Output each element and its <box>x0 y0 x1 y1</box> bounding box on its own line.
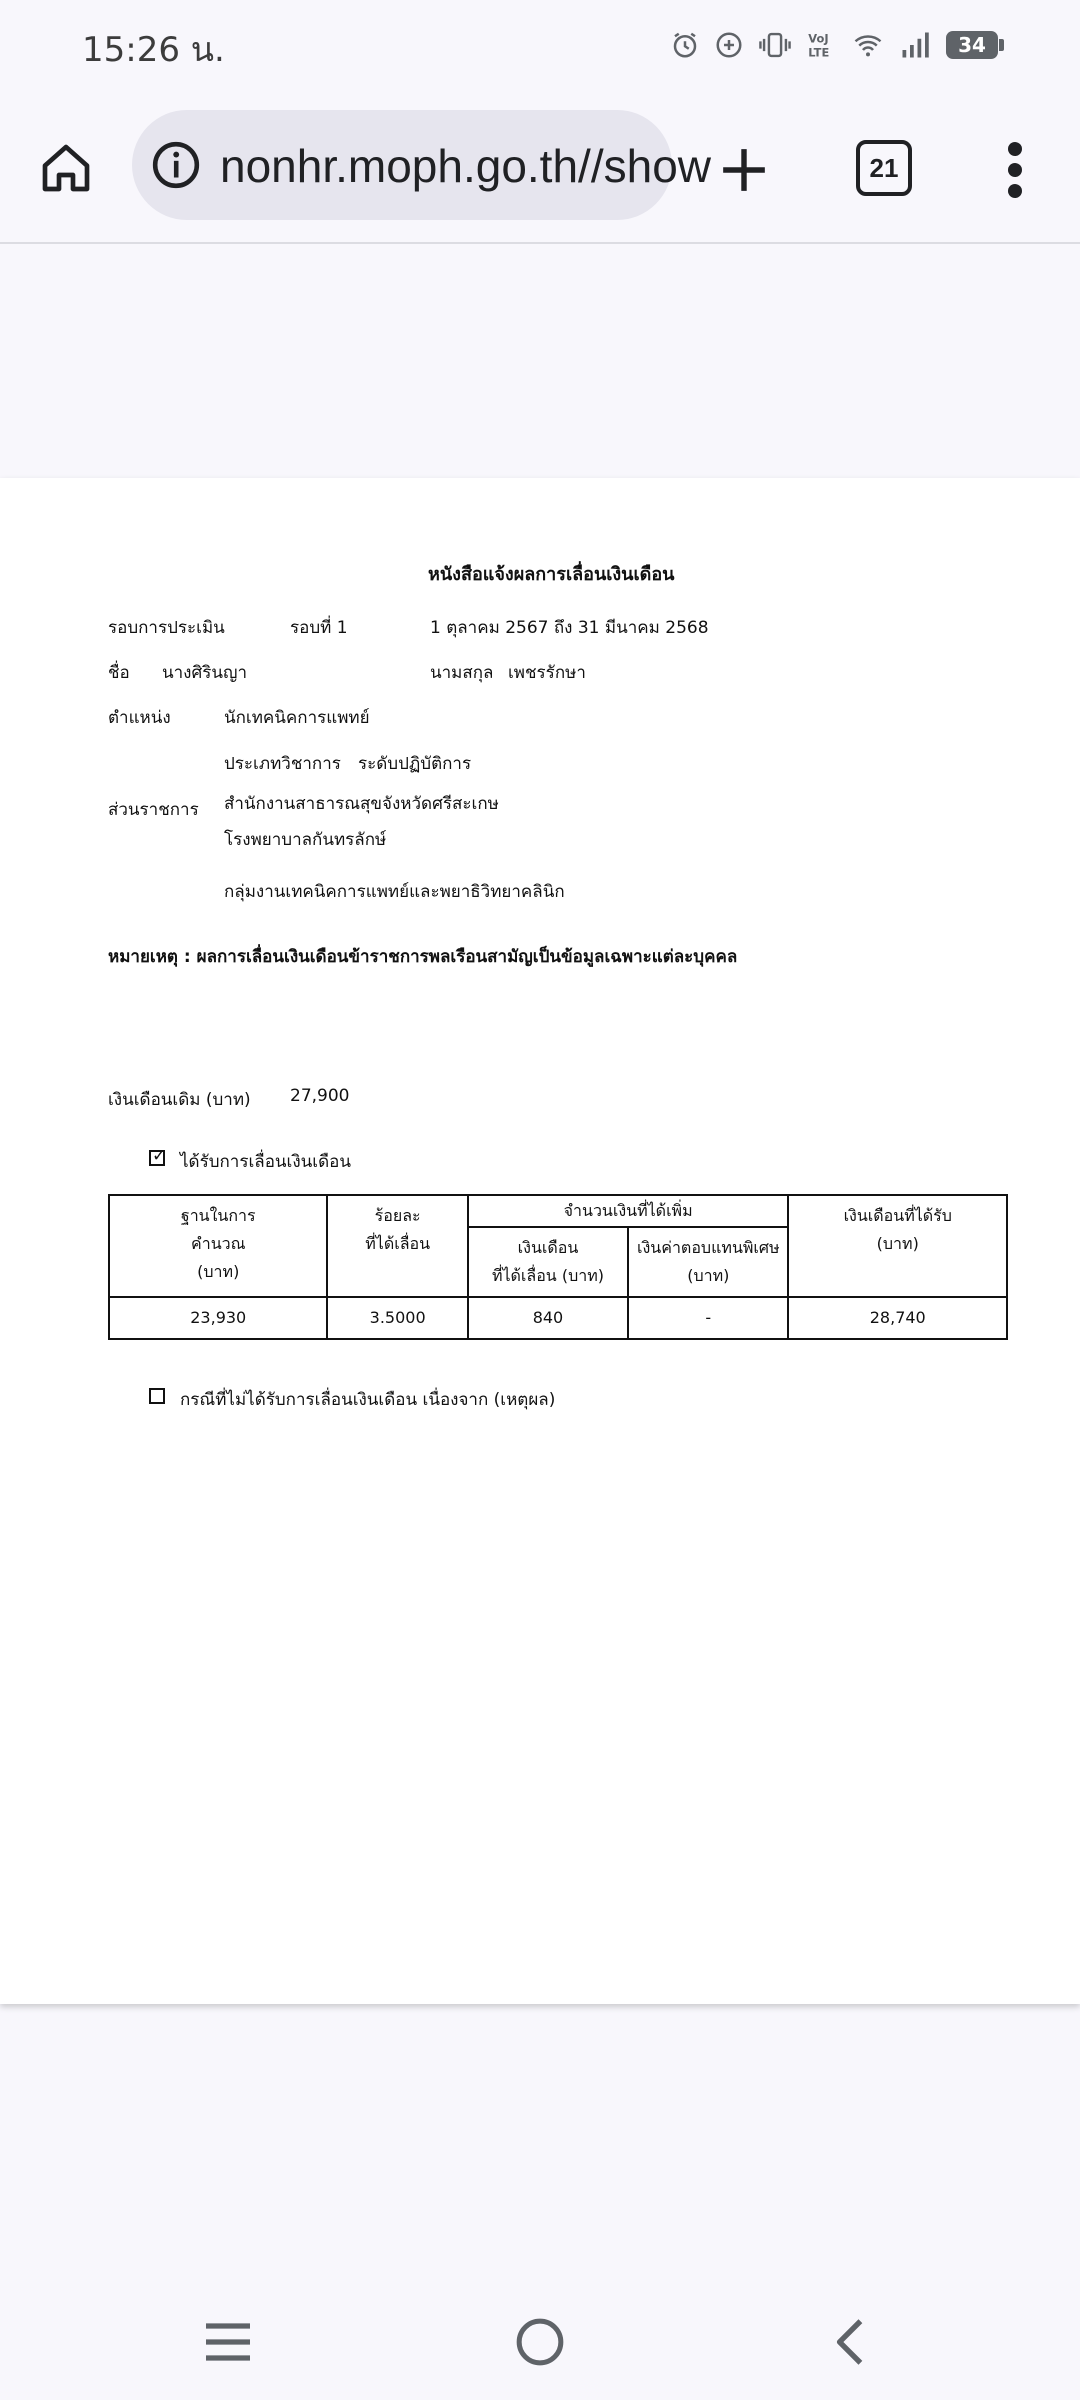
header-special: เงินค่าตอบแทนพิเศษ (บาท) <box>628 1227 788 1297</box>
recent-apps-button[interactable] <box>188 2302 268 2382</box>
round-value: รอบที่ 1 <box>290 618 348 638</box>
home-button[interactable] <box>30 132 102 204</box>
note-text: หมายเหตุ : ผลการเลื่อนเงินเดือนข้าราชการพลเรือนสามัญเป็นข้อมูลเฉพาะแต่ละบุคคล <box>108 947 738 967</box>
cell-percent: 3.5000 <box>327 1297 467 1339</box>
tab-switcher-button[interactable]: 21 <box>856 140 912 196</box>
agency-line2: โรงพยาบาลกันทรลักษ์ <box>224 830 387 850</box>
cell-new-salary: 28,740 <box>788 1297 1007 1339</box>
recent-apps-icon <box>202 2320 254 2364</box>
level-value: ระดับปฏิบัติการ <box>358 754 472 774</box>
home-circle-icon <box>515 2317 565 2367</box>
back-icon <box>828 2317 872 2367</box>
status-time: 15:26 น. <box>82 30 225 70</box>
check-icon: ✓ <box>152 1146 167 1166</box>
header-increase: จำนวนเงินที่ได้เพิ่ม <box>468 1195 789 1227</box>
header-base: ฐานในการ คำนวณ (บาท) <box>109 1195 327 1297</box>
cell-special: - <box>628 1297 788 1339</box>
raised-checkbox[interactable] <box>149 1146 167 1166</box>
home-icon <box>38 140 94 196</box>
vibrate-icon <box>758 30 792 60</box>
alarm-icon <box>670 30 700 60</box>
raised-label: ได้รับการเลื่อนเงินเดือน <box>180 1152 351 1172</box>
status-bar <box>0 0 1080 90</box>
browser-toolbar <box>0 90 1080 244</box>
home-nav-button[interactable] <box>500 2302 580 2382</box>
status-icons <box>670 22 998 68</box>
round-label: รอบการประเมิน <box>108 618 225 638</box>
battery-icon: 34 <box>946 31 998 59</box>
surname-value: เพชรรักษา <box>508 663 586 683</box>
type-value: ประเภทวิชาการ <box>224 754 341 774</box>
svg-text:VoJ: VoJ <box>808 31 829 46</box>
old-salary-label: เงินเดือนเดิม (บาท) <box>108 1090 251 1110</box>
back-button[interactable] <box>810 2302 890 2382</box>
department-value: กลุ่มงานเทคนิคการแพทย์และพยาธิวิทยาคลินิก <box>224 882 565 902</box>
agency-label: ส่วนราชการ <box>108 800 199 820</box>
period-value: 1 ตุลาคม 2567 ถึง 31 มีนาคม 2568 <box>430 618 709 638</box>
agency-line1: สำนักงานสาธารณสุขจังหวัดศรีสะเกษ <box>224 794 499 814</box>
volte-icon <box>806 30 838 60</box>
svg-text:LTE: LTE <box>808 45 830 60</box>
cell-base: 23,930 <box>109 1297 327 1339</box>
new-tab-button[interactable] <box>706 132 782 208</box>
data-saver-icon <box>714 30 744 60</box>
header-salary-increase: เงินเดือน ที่ได้เลื่อน (บาท) <box>468 1227 628 1297</box>
not-raised-checkbox[interactable] <box>149 1388 165 1404</box>
document-page <box>0 478 1080 2004</box>
document-title: หนังสือแจ้งผลการเลื่อนเงินเดือน <box>428 564 675 585</box>
name-label: ชื่อ <box>108 663 130 683</box>
system-nav-bar <box>0 2290 1080 2400</box>
more-menu-icon <box>1005 142 1025 198</box>
site-info-icon <box>151 140 201 190</box>
url-text[interactable]: nonhr.moph.go.th//show <box>220 140 711 192</box>
header-percent: ร้อยละ ที่ได้เลื่อน <box>327 1195 467 1297</box>
name-value: นางศิรินญา <box>162 663 248 683</box>
table-row <box>109 1297 1007 1339</box>
signal-icon <box>898 30 932 60</box>
not-raised-label: กรณีที่ไม่ได้รับการเลื่อนเงินเดือน เนื่องจาก (เหตุผล) <box>180 1390 556 1410</box>
surname-label: นามสกุล <box>430 663 494 683</box>
old-salary-value: 27,900 <box>290 1086 350 1106</box>
address-bar[interactable] <box>132 110 711 220</box>
table-header-row <box>109 1195 1007 1227</box>
position-label: ตำแหน่ง <box>108 708 171 728</box>
cell-salary-increase: 840 <box>468 1297 628 1339</box>
position-value: นักเทคนิคการแพทย์ <box>224 708 370 728</box>
new-tab-plus-icon <box>719 145 769 195</box>
site-info-button[interactable] <box>146 135 206 195</box>
salary-table <box>108 1194 1008 1340</box>
wifi-icon <box>852 30 884 60</box>
header-new-salary: เงินเดือนที่ได้รับ (บาท) <box>788 1195 1007 1297</box>
more-menu-button[interactable] <box>990 132 1040 208</box>
